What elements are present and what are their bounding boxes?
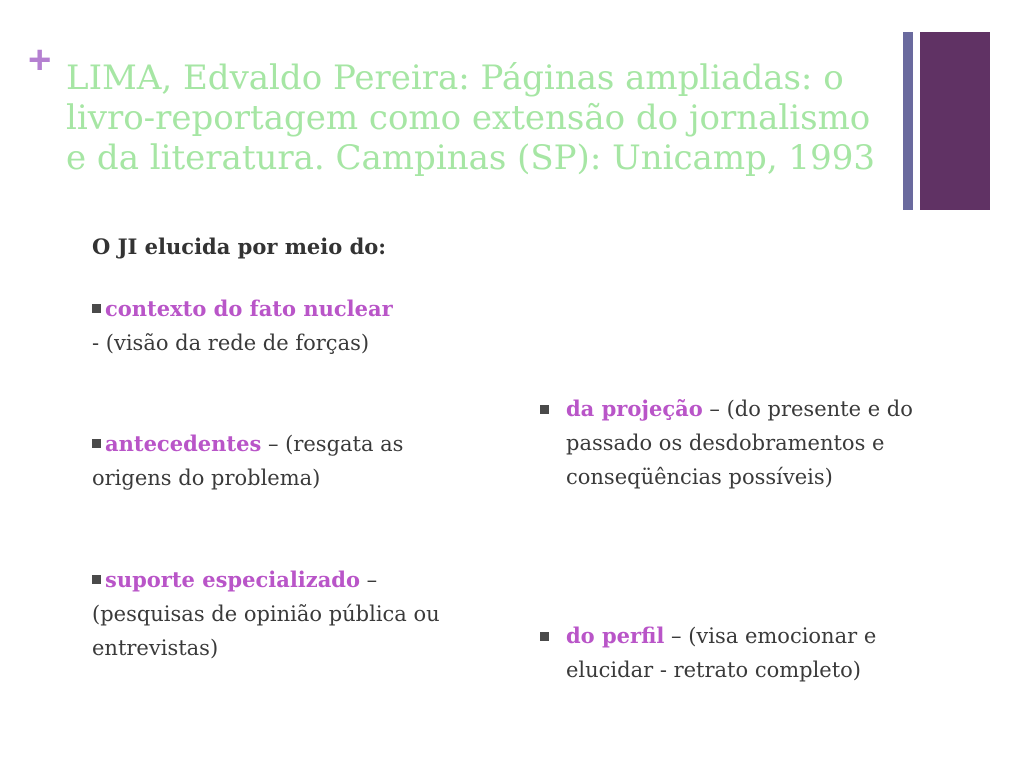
intro-heading: O JI elucida por meio do: [92, 234, 387, 259]
item-keyword: antecedentes [105, 431, 262, 456]
square-bullet-icon [92, 304, 101, 313]
item-description: – (resgata as origens do problema) [92, 432, 404, 490]
item-keyword: da projeção [566, 396, 703, 421]
square-bullet-icon [92, 439, 101, 448]
square-bullet-icon [540, 405, 549, 414]
list-item-perfil [540, 619, 960, 687]
plus-icon: + [28, 38, 52, 82]
list-item-suporte [92, 563, 452, 665]
item-description: – (visa emocionar e elucidar - retrato completo) [566, 624, 877, 682]
list-item-projecao [540, 392, 960, 494]
item-description: - (visão da rede de forças) [92, 331, 370, 355]
square-bullet-icon [540, 632, 549, 641]
item-description: – (do presente e do passado os desdobramentos e conseqüências possíveis) [566, 397, 913, 489]
square-bullet-icon [92, 575, 101, 584]
item-description: – (pesquisas de opinião pública ou entrevistas) [92, 568, 440, 660]
item-keyword: contexto do fato nuclear [105, 296, 393, 321]
slide-title: LIMA, Edvaldo Pereira: Páginas ampliadas: o livro-reportagem como extensão do jornalismo e da literatura. Campinas (SP): Unicamp, 1993 [66, 58, 875, 178]
item-keyword: suporte especializado [105, 567, 360, 592]
list-item-contexto [92, 292, 452, 360]
accent-bar-thin [903, 32, 913, 210]
list-item-antecedentes [92, 427, 452, 495]
item-keyword: do perfil [566, 623, 665, 648]
accent-bar-wide [920, 32, 990, 210]
